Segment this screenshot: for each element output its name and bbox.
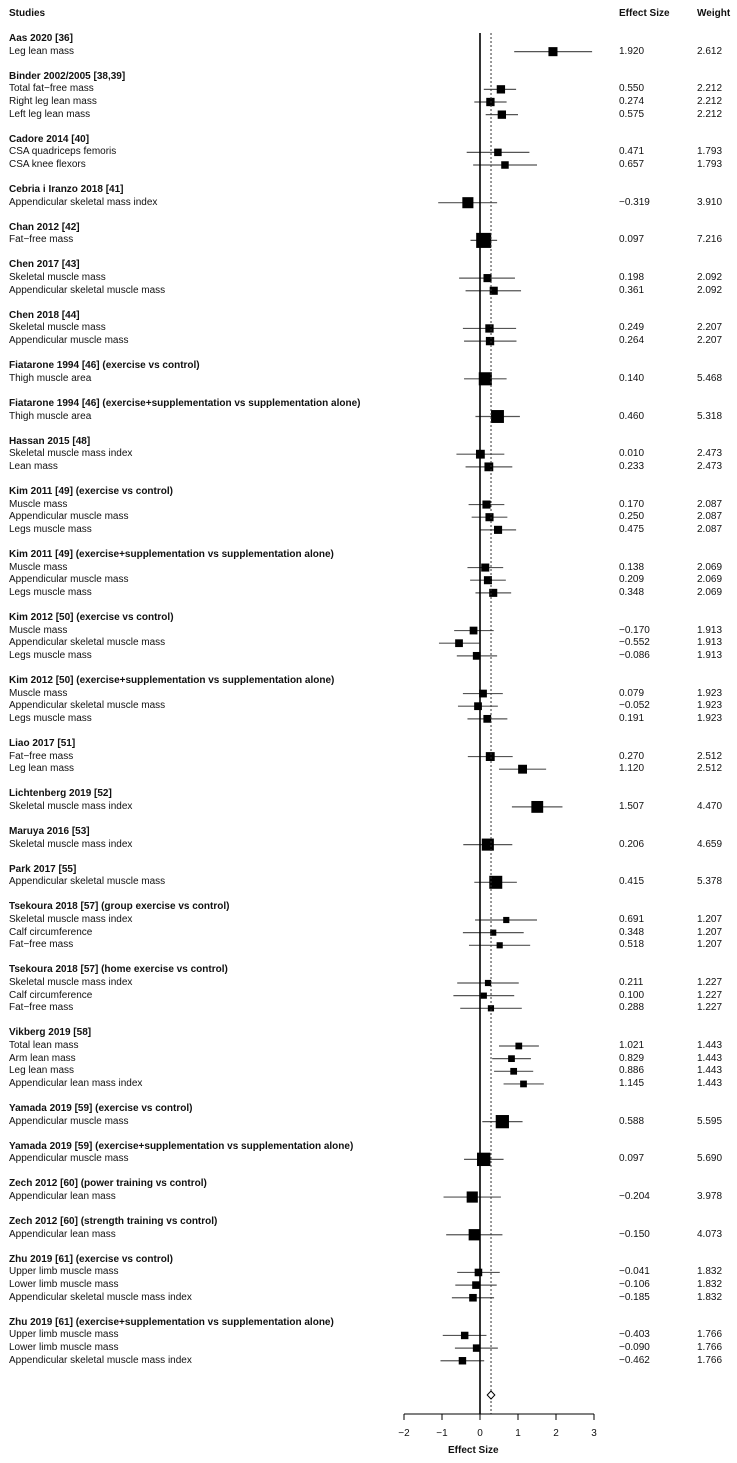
effect-size-value: 0.460 — [619, 410, 645, 422]
study-heading: Zhu 2019 [61] (exercise vs control) — [9, 1253, 173, 1265]
effect-marker — [469, 1294, 477, 1302]
effect-size-value: 0.206 — [619, 838, 645, 850]
weight-value: 1.227 — [697, 1002, 723, 1014]
effect-marker — [485, 980, 491, 986]
outcome-label: Leg lean mass — [9, 763, 75, 775]
effect-marker — [482, 501, 490, 509]
weight-value: 2.612 — [697, 45, 723, 57]
effect-size-value: 0.886 — [619, 1065, 645, 1077]
effect-size-value: −0.086 — [619, 649, 650, 661]
effect-size-value: 0.518 — [619, 939, 645, 951]
outcome-label: Appendicular lean mass — [9, 1191, 116, 1203]
effect-marker — [475, 1269, 483, 1277]
effect-size-value: −0.185 — [619, 1291, 650, 1303]
study-heading: Zech 2012 [60] (power training vs control) — [9, 1178, 207, 1190]
outcome-label: Skeletal muscle mass index — [9, 914, 133, 925]
effect-size-value: 0.575 — [619, 108, 645, 120]
outcome-label: Skeletal muscle mass index — [9, 838, 133, 850]
weight-value: 1.207 — [697, 914, 723, 925]
effect-marker — [494, 526, 502, 534]
effect-marker — [476, 233, 491, 248]
effect-size-value: 0.829 — [619, 1052, 645, 1064]
study-heading: Yamada 2019 [59] (exercise+supplementation vs supplementation alone) — [9, 1140, 354, 1152]
study-heading: Hassan 2015 [48] — [9, 435, 91, 447]
weight-value: 2.069 — [697, 586, 723, 598]
weight-value: 1.443 — [697, 1065, 723, 1077]
study-heading: Kim 2012 [50] (exercise+supplementation vs supplementation alone) — [9, 674, 335, 686]
outcome-label: Legs muscle mass — [9, 523, 92, 535]
outcome-label: Upper limb muscle mass — [9, 1266, 119, 1278]
outcome-label: Arm lean mass — [9, 1052, 76, 1064]
effect-size-value: 0.274 — [619, 96, 645, 107]
study-heading: Park 2017 [55] — [9, 863, 77, 875]
outcome-label: Skeletal muscle mass — [9, 322, 106, 334]
study-heading: Tsekoura 2018 [57] (group exercise vs control) — [9, 901, 230, 913]
effect-size-value: 1.021 — [619, 1040, 645, 1051]
weight-value: 1.443 — [697, 1052, 723, 1064]
weight-value: 1.207 — [697, 939, 723, 951]
study-heading: Fiatarone 1994 [46] (exercise+supplementation vs supplementation alone) — [9, 397, 361, 409]
weight-value: 1.443 — [697, 1040, 723, 1051]
outcome-label: Appendicular skeletal mass index — [9, 196, 158, 208]
effect-size-value: 0.100 — [619, 989, 645, 1001]
outcome-label: Muscle mass — [9, 687, 68, 699]
study-heading: Yamada 2019 [59] (exercise vs control) — [9, 1103, 193, 1114]
effect-marker — [548, 47, 557, 56]
effect-size-value: 1.920 — [619, 45, 645, 57]
outcome-label: Muscle mass — [9, 561, 68, 573]
effect-size-value: 0.588 — [619, 1115, 645, 1127]
outcome-label: Lower limb muscle mass — [9, 1279, 119, 1291]
x-axis-label: Effect Size — [448, 1445, 499, 1456]
outcome-label: CSA knee flexors — [9, 159, 86, 170]
effect-size-value: 0.348 — [619, 586, 645, 598]
x-axis-tick-label: 3 — [591, 1428, 597, 1439]
outcome-label: Appendicular muscle mass — [9, 1153, 129, 1165]
effect-size-value: 0.250 — [619, 511, 645, 523]
x-axis-tick-label: −2 — [398, 1428, 410, 1439]
outcome-label: Skeletal muscle mass — [9, 272, 106, 284]
effect-size-value: 0.140 — [619, 372, 645, 384]
study-heading: Kim 2011 [49] (exercise+supplementation vs supplementation alone) — [9, 548, 334, 560]
weight-value: 1.923 — [697, 712, 723, 724]
study-heading: Tsekoura 2018 [57] (home exercise vs control) — [9, 964, 228, 976]
weight-value: 1.923 — [697, 700, 723, 712]
outcome-label: Lean mass — [9, 460, 58, 472]
outcome-label: Muscle mass — [9, 624, 68, 636]
weight-value: 5.595 — [697, 1115, 723, 1127]
weight-value: 5.318 — [697, 410, 723, 422]
study-heading: Binder 2002/2005 [38,39] — [9, 70, 126, 82]
effect-size-value: 0.264 — [619, 335, 645, 347]
weight-value: 2.473 — [697, 460, 723, 472]
weight-value: 2.212 — [697, 96, 723, 107]
study-heading: Cadore 2014 [40] — [9, 133, 90, 145]
study-heading: Zech 2012 [60] (strength training vs control) — [9, 1216, 218, 1228]
weight-value: 1.832 — [697, 1291, 723, 1303]
effect-marker — [484, 462, 493, 471]
outcome-label: Appendicular lean mass — [9, 1228, 116, 1240]
effect-size-value: −0.204 — [619, 1191, 650, 1203]
effect-marker — [485, 513, 493, 521]
outcome-label: Appendicular skeletal muscle mass index — [9, 1291, 192, 1303]
weight-value: 1.913 — [697, 649, 723, 661]
outcome-label: Right leg lean mass — [9, 96, 97, 107]
weight-value: 2.512 — [697, 763, 723, 775]
weight-value: 1.923 — [697, 687, 723, 699]
effect-size-value: 0.475 — [619, 523, 645, 535]
effect-marker — [467, 1191, 478, 1202]
effect-size-value: −0.150 — [619, 1228, 650, 1240]
x-axis-tick-label: −1 — [436, 1428, 448, 1439]
outcome-label: Appendicular skeletal muscle mass — [9, 284, 166, 296]
effect-marker — [497, 85, 505, 93]
effect-marker — [481, 993, 487, 999]
weight-value: 4.470 — [697, 800, 723, 812]
outcome-label: Fat−free mass — [9, 234, 74, 246]
study-heading: Zhu 2019 [61] (exercise+supplementation vs supplementation alone) — [9, 1316, 334, 1328]
weight-value: 2.207 — [697, 335, 723, 347]
weight-value: 1.227 — [697, 977, 723, 988]
effect-size-value: 0.138 — [619, 561, 645, 573]
outcome-label: Fat−free mass — [9, 750, 74, 762]
outcome-label: Appendicular lean mass index — [9, 1077, 143, 1089]
effect-marker — [510, 1068, 517, 1075]
outcome-label: Skeletal muscle mass index — [9, 448, 133, 460]
effect-marker — [477, 1153, 490, 1166]
effect-marker — [489, 589, 497, 597]
outcome-label: Appendicular skeletal muscle mass — [9, 637, 166, 649]
effect-marker — [455, 639, 463, 647]
effect-marker — [518, 765, 527, 774]
weight-value: 3.910 — [697, 196, 723, 208]
weight-value: 1.207 — [697, 926, 723, 938]
effect-marker — [498, 110, 506, 118]
weight-value: 2.512 — [697, 750, 723, 762]
weight-value: 1.227 — [697, 989, 723, 1001]
effect-marker — [496, 1115, 509, 1128]
effect-size-value: 0.097 — [619, 1153, 645, 1165]
x-axis-tick-label: 0 — [477, 1428, 483, 1439]
outcome-label: Appendicular skeletal muscle mass — [9, 876, 166, 888]
effect-marker — [470, 627, 478, 635]
effect-size-value: −0.052 — [619, 700, 650, 712]
effect-size-value: 0.691 — [619, 914, 645, 925]
effect-size-value: 0.657 — [619, 159, 645, 170]
weight-value: 2.207 — [697, 322, 723, 334]
effect-size-value: 0.233 — [619, 460, 645, 472]
effect-size-value: 0.415 — [619, 876, 645, 888]
effect-size-value: 0.209 — [619, 574, 645, 586]
weight-value: 5.690 — [697, 1153, 723, 1165]
weight-value: 2.069 — [697, 574, 723, 586]
x-axis-tick-label: 2 — [553, 1428, 559, 1439]
effect-marker — [461, 1332, 468, 1339]
outcome-label: Leg lean mass — [9, 1065, 75, 1077]
effect-size-value: 1.507 — [619, 800, 645, 812]
weight-value: 1.793 — [697, 159, 723, 170]
weight-value: 2.212 — [697, 108, 723, 120]
effect-size-value: 0.288 — [619, 1002, 645, 1014]
study-heading: Chan 2012 [42] — [9, 221, 80, 233]
weight-column-header: Weight — [697, 8, 731, 19]
x-axis-tick-label: 1 — [515, 1428, 521, 1439]
effect-size-value: 0.249 — [619, 322, 645, 334]
effect-marker — [459, 1357, 466, 1364]
outcome-label: Leg lean mass — [9, 45, 75, 57]
outcome-label: Appendicular skeletal muscle mass index — [9, 1354, 192, 1366]
studies-column-header: Studies — [9, 8, 46, 19]
effect-marker — [531, 801, 543, 813]
outcome-label: Appendicular muscle mass — [9, 335, 129, 347]
weight-value: 2.087 — [697, 523, 723, 535]
outcome-label: Muscle mass — [9, 498, 68, 510]
effect-size-value: 0.097 — [619, 234, 645, 246]
study-heading: Maruya 2016 [53] — [9, 825, 90, 837]
weight-value: 1.766 — [697, 1354, 723, 1366]
effect-marker — [483, 274, 491, 282]
outcome-label: Appendicular muscle mass — [9, 574, 129, 586]
outcome-label: Fat−free mass — [9, 1002, 74, 1014]
weight-value: 1.913 — [697, 624, 723, 636]
outcome-label: Thigh muscle area — [9, 372, 92, 384]
effect-marker — [473, 1344, 480, 1351]
study-heading: Cebria i Iranzo 2018 [41] — [9, 184, 124, 196]
effect-marker — [482, 839, 494, 851]
study-heading: Chen 2018 [44] — [9, 309, 80, 321]
effect-size-value: −0.462 — [619, 1354, 650, 1366]
outcome-label: Appendicular muscle mass — [9, 511, 129, 523]
effect-marker — [501, 161, 508, 168]
effect-size-value: −0.106 — [619, 1279, 650, 1291]
outcome-label: Upper limb muscle mass — [9, 1329, 119, 1341]
effect-size-value: −0.552 — [619, 637, 650, 649]
weight-value: 1.766 — [697, 1342, 723, 1354]
weight-value: 1.443 — [697, 1077, 723, 1089]
effect-marker — [486, 337, 494, 345]
outcome-label: Lower limb muscle mass — [9, 1342, 119, 1354]
outcome-label: Fat−free mass — [9, 939, 74, 951]
study-heading: Lichtenberg 2019 [52] — [9, 788, 112, 800]
outcome-label: Appendicular skeletal muscle mass — [9, 700, 166, 712]
weight-value: 2.087 — [697, 498, 723, 510]
effect-marker — [462, 197, 473, 208]
effect-size-value: 0.191 — [619, 712, 645, 724]
effect-marker — [485, 324, 493, 332]
effect-marker — [486, 752, 495, 761]
weight-value: 1.766 — [697, 1329, 723, 1341]
effect-size-column-header: Effect Size — [619, 8, 670, 19]
weight-value: 2.092 — [697, 284, 723, 296]
outcome-label: Skeletal muscle mass index — [9, 977, 133, 988]
effect-size-value: −0.403 — [619, 1329, 650, 1341]
outcome-label: Legs muscle mass — [9, 586, 92, 598]
weight-value: 3.978 — [697, 1191, 723, 1203]
outcome-label: Calf circumference — [9, 926, 93, 938]
effect-marker — [481, 564, 489, 572]
study-heading: Kim 2012 [50] (exercise vs control) — [9, 611, 174, 623]
weight-value: 2.069 — [697, 561, 723, 573]
weight-value: 2.212 — [697, 83, 723, 95]
outcome-label: Legs muscle mass — [9, 649, 92, 661]
effect-marker — [503, 917, 509, 923]
outcome-label: CSA quadriceps femoris — [9, 146, 117, 158]
effect-size-value: 0.211 — [619, 977, 644, 988]
weight-value: 5.378 — [697, 876, 723, 888]
effect-marker — [497, 942, 503, 948]
study-heading: Vikberg 2019 [58] — [9, 1027, 92, 1039]
study-heading: Kim 2011 [49] (exercise vs control) — [9, 485, 173, 497]
effect-size-value: 1.145 — [619, 1077, 645, 1089]
weight-value: 4.659 — [697, 838, 723, 850]
effect-marker — [472, 1281, 480, 1289]
study-heading: Fiatarone 1994 [46] (exercise vs control) — [9, 360, 200, 372]
weight-value: 2.087 — [697, 511, 723, 523]
effect-marker — [491, 410, 504, 423]
effect-marker — [520, 1081, 527, 1088]
study-heading: Aas 2020 [36] — [9, 33, 73, 44]
effect-size-value: −0.319 — [619, 196, 650, 208]
weight-value: 2.092 — [697, 272, 723, 284]
outcome-label: Total fat−free mass — [9, 83, 94, 95]
weight-value: 1.913 — [697, 637, 723, 649]
weight-value: 1.793 — [697, 146, 723, 158]
effect-size-value: 0.170 — [619, 498, 645, 510]
outcome-label: Thigh muscle area — [9, 410, 92, 422]
effect-size-value: 0.010 — [619, 448, 645, 460]
effect-marker — [469, 1229, 480, 1240]
effect-marker — [515, 1043, 522, 1050]
outcome-label: Total lean mass — [9, 1040, 79, 1051]
effect-marker — [486, 98, 494, 106]
effect-size-value: 0.361 — [619, 284, 645, 296]
weight-value: 5.468 — [697, 372, 723, 384]
outcome-label: Calf circumference — [9, 989, 93, 1001]
effect-size-value: 0.270 — [619, 750, 645, 762]
effect-marker — [508, 1055, 515, 1062]
effect-marker — [483, 715, 491, 723]
outcome-label: Appendicular muscle mass — [9, 1115, 129, 1127]
effect-size-value: 0.471 — [619, 146, 645, 158]
study-heading: Liao 2017 [51] — [9, 737, 76, 749]
outcome-label: Legs muscle mass — [9, 712, 92, 724]
weight-value: 2.473 — [697, 448, 723, 460]
study-heading: Chen 2017 [43] — [9, 259, 80, 271]
effect-size-value: 1.120 — [619, 763, 645, 775]
effect-size-value: 0.550 — [619, 83, 645, 95]
effect-size-value: −0.090 — [619, 1342, 650, 1354]
effect-size-value: 0.348 — [619, 926, 645, 938]
weight-value: 7.216 — [697, 234, 723, 246]
effect-size-value: 0.079 — [619, 687, 645, 699]
effect-size-value: −0.170 — [619, 624, 650, 636]
effect-size-value: 0.198 — [619, 272, 645, 284]
weight-value: 4.073 — [697, 1228, 723, 1240]
pooled-diamond — [487, 1391, 495, 1399]
effect-marker — [494, 149, 501, 156]
outcome-label: Skeletal muscle mass index — [9, 800, 133, 812]
outcome-label: Left leg lean mass — [9, 108, 91, 120]
effect-size-value: −0.041 — [619, 1266, 650, 1278]
weight-value: 1.832 — [697, 1279, 723, 1291]
weight-value: 1.832 — [697, 1266, 723, 1278]
